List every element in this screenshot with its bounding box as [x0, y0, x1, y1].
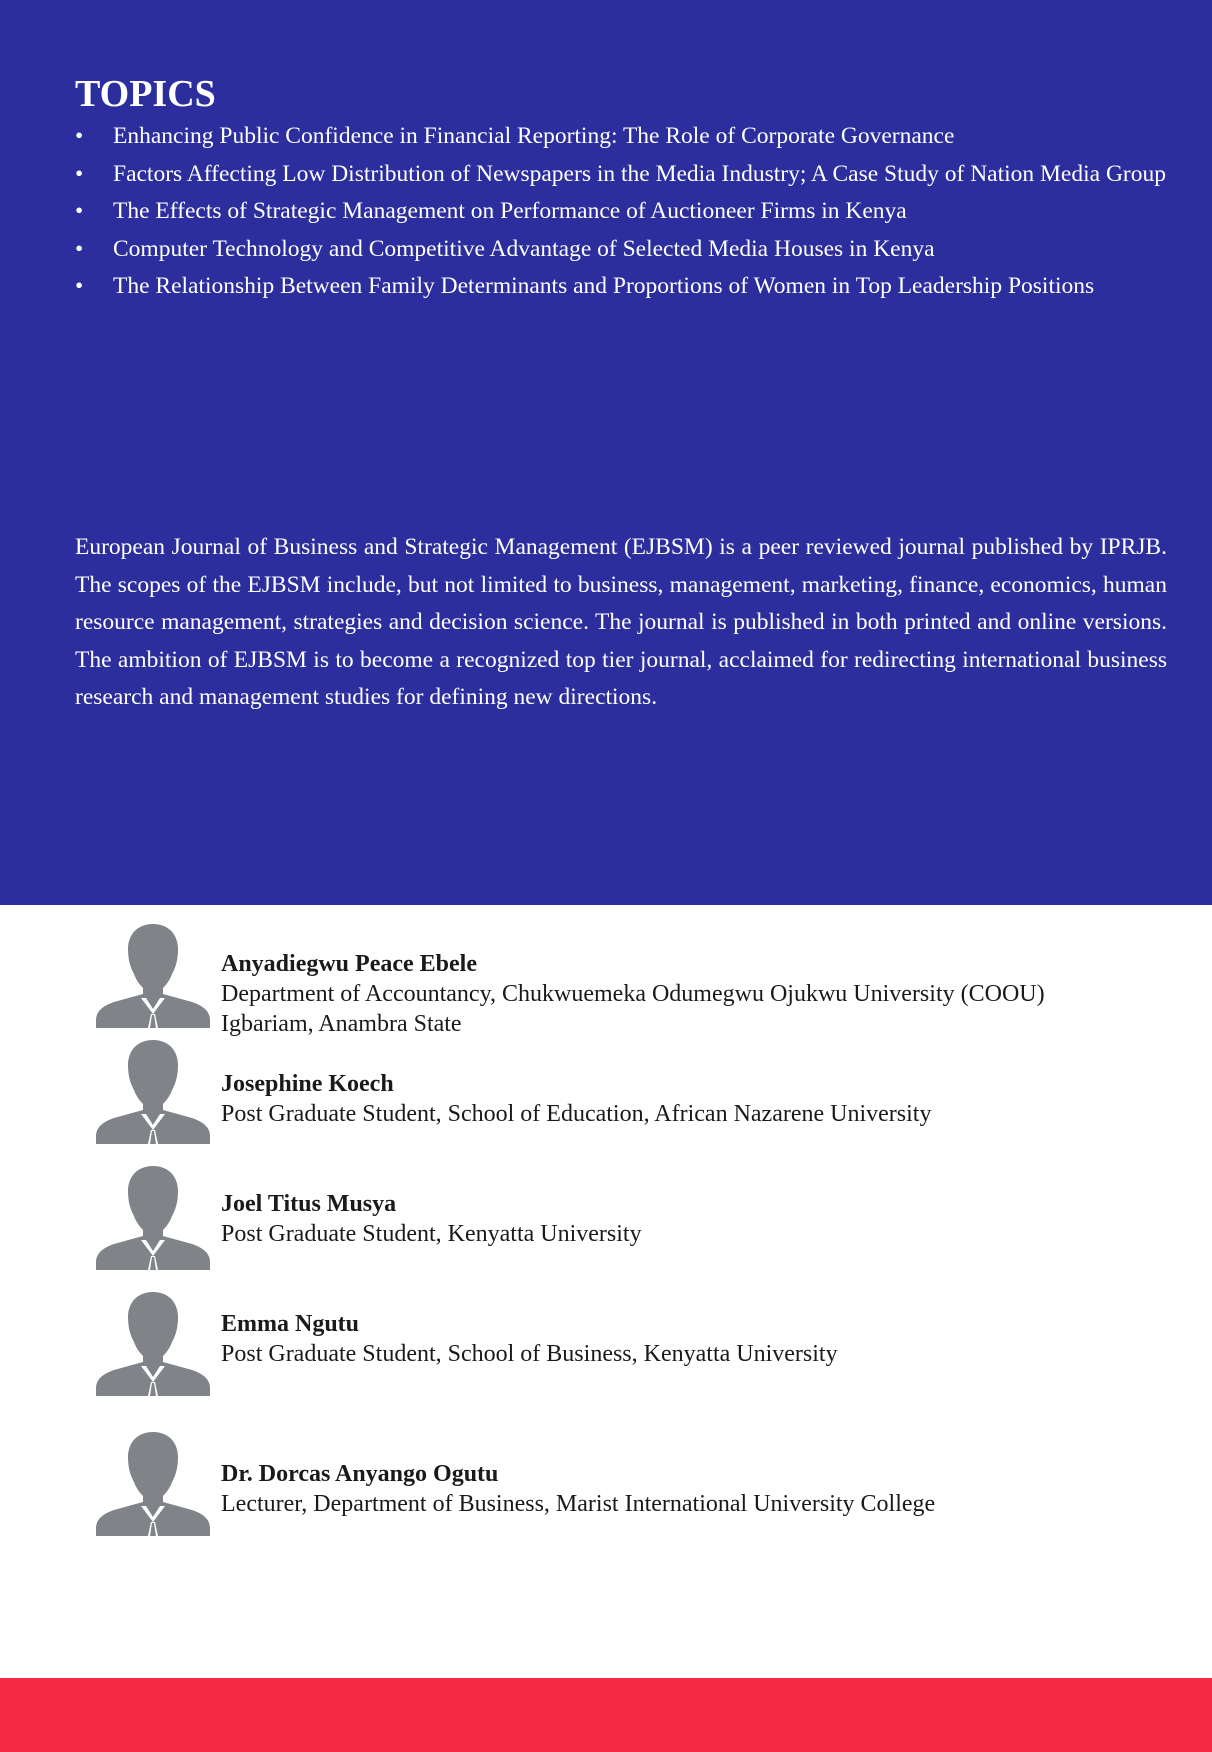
- topic-text: Computer Technology and Competitive Advantage of Selected Media Houses in Kenya: [113, 235, 935, 262]
- bullet-icon: •: [75, 160, 84, 187]
- author-name: Dr. Dorcas Anyango Ogutu: [221, 1461, 499, 1487]
- bullet-icon: •: [75, 198, 84, 224]
- bullet-icon: •: [75, 235, 84, 262]
- journal-description: European Journal of Business and Strategic Management (EJBSM) is a peer reviewed journal published by IPRJB. The scopes of the EJBSM include, but not limited to business, management, marketing, finance, economics, human resource management, strategies and decision science. The journal is published in both printed and online versions. The ambition of EJBSM is to become a recognized top tier journal, acclaimed for redirecting international business research and management studies for defining new directions.: [75, 534, 1167, 711]
- topic-text: Enhancing Public Confidence in Financial Reporting: The Role of Corporate Governance: [113, 123, 955, 149]
- bullet-icon: •: [75, 123, 84, 149]
- bullet-icon: •: [75, 273, 84, 299]
- author-details: [221, 1309, 1181, 1369]
- author-name: Josephine Koech: [221, 1071, 394, 1097]
- topic-text: The Relationship Between Family Determinants and Proportions of Women in Top Leadership Positions: [113, 273, 1095, 299]
- author-affiliation: Post Graduate Student, School of Business, Kenyatta University: [221, 1341, 838, 1367]
- author-affiliation: Post Graduate Student, School of Education, African Nazarene University: [221, 1101, 932, 1127]
- author-name: Joel Titus Musya: [221, 1191, 397, 1217]
- person-silhouette-icon: [94, 1164, 212, 1270]
- author-affiliation: Igbariam, Anambra State: [221, 1011, 462, 1037]
- footer-band: [0, 1678, 1212, 1752]
- author-name: Anyadiegwu Peace Ebele: [221, 951, 477, 977]
- author-affiliation: Post Graduate Student, Kenyatta University: [221, 1221, 642, 1247]
- person-silhouette-icon: [94, 1290, 212, 1396]
- author-details: [221, 1069, 1181, 1129]
- person-silhouette-icon: [94, 922, 212, 1028]
- topic-text: The Effects of Strategic Management on Performance of Auctioneer Firms in Kenya: [113, 198, 907, 224]
- author-details: [221, 1459, 1181, 1519]
- author-affiliation: Lecturer, Department of Business, Marist International University College: [221, 1491, 936, 1517]
- author-affiliation: Department of Accountancy, Chukwuemeka Odumegwu Ojukwu University (COOU): [221, 981, 1045, 1007]
- author-details: [221, 1189, 1181, 1249]
- person-silhouette-icon: [94, 1430, 212, 1536]
- topic-text: Factors Affecting Low Distribution of Newspapers in the Media Industry; A Case Study of Nation Media Group: [113, 160, 1166, 187]
- topics-heading: TOPICS: [75, 73, 216, 115]
- person-silhouette-icon: [94, 1038, 212, 1144]
- author-name: Emma Ngutu: [221, 1311, 360, 1337]
- author-details: [221, 949, 1181, 1039]
